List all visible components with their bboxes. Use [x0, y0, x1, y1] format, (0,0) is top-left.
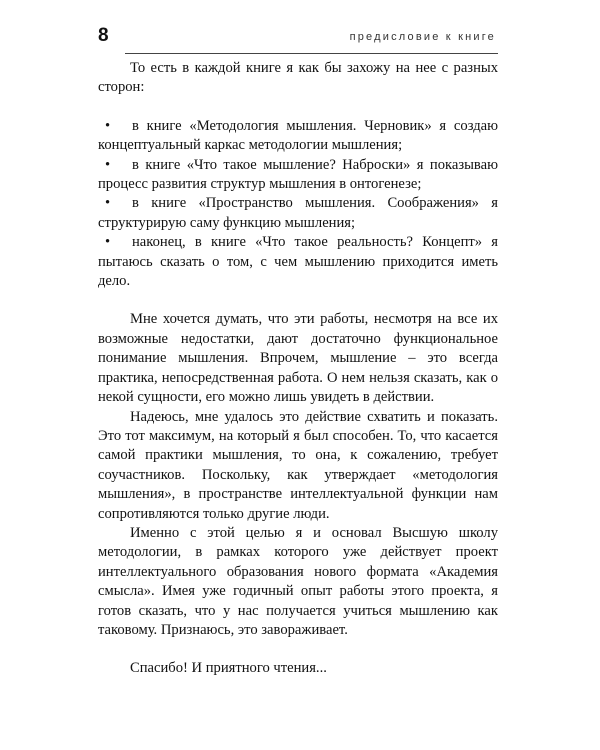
- bullet-item-methodology: [98, 117, 498, 156]
- bullet-text: в книге «Что такое мышление? Наброски» я показываю процесс развития структур мышления в онтогенезе;: [98, 156, 498, 193]
- bullet-text: в книге «Методология мышления. Черновик» я создаю концептуальный каркас методологии мышления;: [98, 117, 498, 154]
- bullet-text: наконец, в книге «Что такое реальность? Концепт» я пытаюсь сказать о том, с чем мышлению приходится иметь дело.: [98, 234, 498, 290]
- bullet-text: в книге «Пространство мышления. Соображения» я структурирую саму функцию мышления;: [98, 195, 498, 231]
- page-number: 8: [98, 25, 109, 46]
- bullet-item-what-is-reality: [98, 233, 498, 291]
- bullet-icon: •: [105, 117, 111, 134]
- bullet-icon: •: [105, 195, 111, 212]
- body-text: [98, 59, 498, 679]
- bullet-icon: •: [105, 234, 111, 251]
- bullet-item-what-is-thinking: [98, 156, 498, 195]
- paragraph-action: Надеюсь, мне удалось это действие схватить и показать. Это тот максимум, на который я был способен. То, что касается самой практики мышления, то она, к сожалению, требует соучастников. Поскольку, как утверждает «методология мышления», в пространстве интеллектуальной функции нам сопротивляются только другие люди.: [98, 408, 498, 522]
- header-rule: [125, 53, 498, 54]
- running-header: [98, 18, 498, 54]
- paragraph-functional-understanding: Мне хочется думать, что эти работы, несмотря на все их возможные недостатки, дают достаточно функциональное понимание мышления. Впрочем, мышление – это всегда практика, непосредственная работа. О нем нельзя сказать, как о некой сущности, его можно лишь увидеть в действии.: [98, 311, 498, 406]
- bullet-item-space-of-thinking: [98, 194, 498, 233]
- section-title: предисловие к книге: [349, 31, 496, 43]
- bullet-list: [98, 117, 498, 292]
- bullet-icon: •: [105, 156, 111, 173]
- paragraph-thanks: Спасибо! И приятного чтения...: [130, 660, 327, 677]
- intro-paragraph: То есть в каждой книге я как бы захожу на нее с разных сторон:: [98, 60, 498, 96]
- paragraph-school: Именно с этой целью я и основал Высшую школу методологии, в рамках которого уже действует проект интеллектуального образования нового формата «Академия смысла». Имея уже годичный опыт работы этого проекта, я готов сказать, что у нас получается учиться мышлению как таковому. Признаюсь, это завораживает.: [98, 524, 498, 638]
